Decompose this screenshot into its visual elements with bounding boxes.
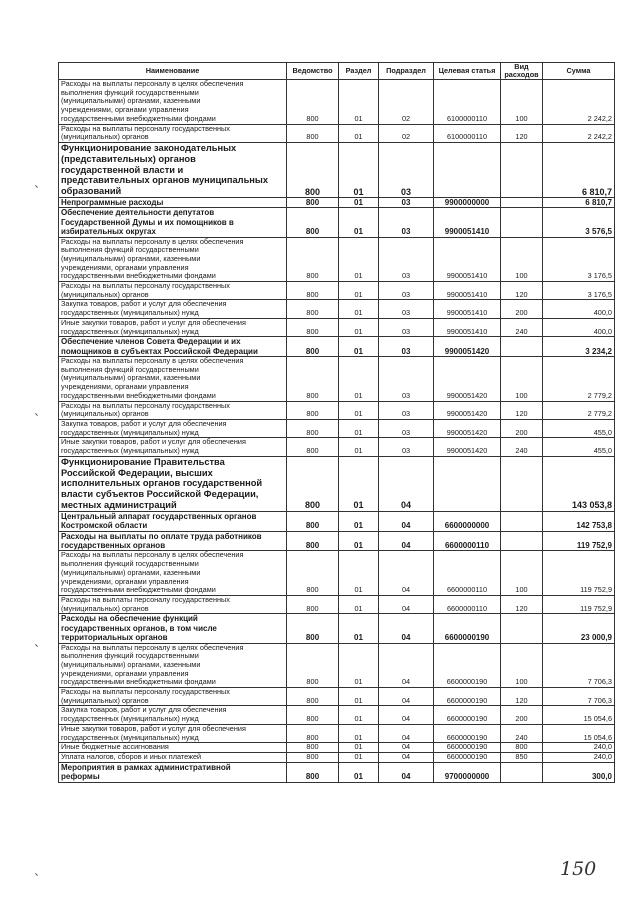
row-razdel: 01 — [339, 706, 379, 724]
row-razdel: 01 — [339, 197, 379, 207]
row-podrazdel: 03 — [379, 237, 434, 282]
row-name: Центральный аппарат государственных органов Костромской области — [59, 511, 287, 531]
row-name: Закупка товаров, работ и услуг для обеспечения государственных (муниципальных) нужд — [59, 706, 287, 724]
row-expense-type: 200 — [501, 706, 543, 724]
row-razdel: 01 — [339, 337, 379, 357]
row-podrazdel: 04 — [379, 595, 434, 613]
header-podrazdel: Подраздел — [379, 63, 434, 80]
table-row — [59, 208, 615, 237]
row-podrazdel: 04 — [379, 643, 434, 688]
row-vedomstvo: 800 — [287, 80, 339, 125]
row-sum: 2 779,2 — [543, 401, 615, 419]
row-sum: 455,0 — [543, 438, 615, 456]
row-vedomstvo: 800 — [287, 595, 339, 613]
row-podrazdel: 03 — [379, 420, 434, 438]
row-expense-type: 100 — [501, 551, 543, 596]
table-row — [59, 614, 615, 643]
row-target-article: 6600000190 — [434, 614, 501, 643]
row-name: Обеспечение деятельности депутатов Государственной Думы и их помощников в избирательных округах — [59, 208, 287, 237]
row-name: Иные закупки товаров, работ и услуг для обеспечения государственных (муниципальных) нужд — [59, 438, 287, 456]
row-vedomstvo: 800 — [287, 688, 339, 706]
row-target-article: 6100000110 — [434, 80, 501, 125]
row-name: Иные закупки товаров, работ и услуг для обеспечения государственных (муниципальных) нужд — [59, 724, 287, 742]
row-expense-type: 800 — [501, 743, 543, 753]
row-podrazdel: 04 — [379, 456, 434, 511]
row-vedomstvo: 800 — [287, 743, 339, 753]
row-expense-type — [501, 142, 543, 197]
header-name: Наименование — [59, 63, 287, 80]
table-row — [59, 282, 615, 300]
row-sum: 2 242,2 — [543, 124, 615, 142]
row-target-article: 9900051410 — [434, 300, 501, 318]
row-name: Функционирование законодательных (представительных) органов государственной власти и представительных органов муниципальных образований — [59, 142, 287, 197]
table-row — [59, 531, 615, 551]
row-razdel: 01 — [339, 531, 379, 551]
row-target-article: 9900000000 — [434, 197, 501, 207]
row-razdel: 01 — [339, 762, 379, 782]
header-sum: Сумма — [543, 63, 615, 80]
table-row — [59, 142, 615, 197]
row-razdel: 01 — [339, 318, 379, 336]
row-razdel: 01 — [339, 551, 379, 596]
row-name: Иные бюджетные ассигнования — [59, 743, 287, 753]
row-vedomstvo: 800 — [287, 643, 339, 688]
row-razdel: 01 — [339, 142, 379, 197]
scan-mark — [35, 644, 38, 647]
row-name: Расходы на выплаты по оплате труда работников государственных органов — [59, 531, 287, 551]
row-vedomstvo: 800 — [287, 357, 339, 402]
table-row — [59, 456, 615, 511]
table-row — [59, 124, 615, 142]
row-name: Закупка товаров, работ и услуг для обеспечения государственных (муниципальных) нужд — [59, 300, 287, 318]
row-podrazdel: 03 — [379, 282, 434, 300]
row-name: Расходы на выплаты персоналу в целях обеспечения выполнения функций государственными (муниципальными) органами, казенными учреждениями, органами управления государственными внебюджетными фондами — [59, 80, 287, 125]
table-row — [59, 237, 615, 282]
row-vedomstvo: 800 — [287, 762, 339, 782]
row-podrazdel: 04 — [379, 531, 434, 551]
row-razdel: 01 — [339, 80, 379, 125]
row-target-article: 6600000110 — [434, 531, 501, 551]
row-target-article: 9700000000 — [434, 762, 501, 782]
row-podrazdel: 04 — [379, 724, 434, 742]
row-podrazdel: 03 — [379, 438, 434, 456]
row-target-article: 9900051410 — [434, 318, 501, 336]
table-row — [59, 357, 615, 402]
row-vedomstvo: 800 — [287, 300, 339, 318]
row-razdel: 01 — [339, 595, 379, 613]
table-row — [59, 337, 615, 357]
row-vedomstvo: 800 — [287, 706, 339, 724]
table-row — [59, 706, 615, 724]
row-sum: 6 810,7 — [543, 197, 615, 207]
row-sum: 240,0 — [543, 743, 615, 753]
row-podrazdel: 04 — [379, 511, 434, 531]
row-sum: 7 706,3 — [543, 688, 615, 706]
row-expense-type — [501, 511, 543, 531]
row-podrazdel: 03 — [379, 197, 434, 207]
row-vedomstvo: 800 — [287, 124, 339, 142]
header-target-article: Целевая статья — [434, 63, 501, 80]
row-target-article — [434, 456, 501, 511]
row-vedomstvo: 800 — [287, 724, 339, 742]
row-target-article: 6600000190 — [434, 743, 501, 753]
row-podrazdel: 04 — [379, 688, 434, 706]
row-podrazdel: 04 — [379, 551, 434, 596]
row-sum: 15 054,6 — [543, 724, 615, 742]
row-expense-type: 240 — [501, 724, 543, 742]
row-razdel: 01 — [339, 456, 379, 511]
table-row — [59, 753, 615, 763]
row-expense-type — [501, 614, 543, 643]
row-target-article: 6600000190 — [434, 753, 501, 763]
row-podrazdel: 02 — [379, 80, 434, 125]
row-vedomstvo: 800 — [287, 337, 339, 357]
table-row — [59, 511, 615, 531]
row-name: Закупка товаров, работ и услуг для обеспечения государственных (муниципальных) нужд — [59, 420, 287, 438]
row-sum: 300,0 — [543, 762, 615, 782]
row-sum: 119 752,9 — [543, 531, 615, 551]
row-expense-type — [501, 208, 543, 237]
row-target-article: 9900051420 — [434, 438, 501, 456]
row-sum: 400,0 — [543, 318, 615, 336]
row-vedomstvo: 800 — [287, 197, 339, 207]
row-expense-type: 120 — [501, 688, 543, 706]
row-razdel: 01 — [339, 643, 379, 688]
row-expense-type: 200 — [501, 420, 543, 438]
row-name: Расходы на выплаты персоналу в целях обеспечения выполнения функций государственными (муниципальными) органами, казенными учреждениями, органами управления государственными внебюджетными фондами — [59, 643, 287, 688]
row-target-article: 9900051410 — [434, 208, 501, 237]
row-target-article: 9900051420 — [434, 357, 501, 402]
row-podrazdel: 03 — [379, 337, 434, 357]
row-sum: 2 779,2 — [543, 357, 615, 402]
row-target-article — [434, 142, 501, 197]
table-header-row — [59, 63, 615, 80]
handwritten-page-number: 150 — [560, 858, 597, 880]
row-vedomstvo: 800 — [287, 282, 339, 300]
row-vedomstvo: 800 — [287, 420, 339, 438]
row-razdel: 01 — [339, 438, 379, 456]
row-sum: 3 176,5 — [543, 282, 615, 300]
row-expense-type: 100 — [501, 237, 543, 282]
row-sum: 6 810,7 — [543, 142, 615, 197]
row-sum: 3 176,5 — [543, 237, 615, 282]
row-vedomstvo: 800 — [287, 551, 339, 596]
table-row — [59, 595, 615, 613]
row-sum: 15 054,6 — [543, 706, 615, 724]
row-target-article: 6600000110 — [434, 551, 501, 596]
row-razdel: 01 — [339, 753, 379, 763]
table-row — [59, 300, 615, 318]
row-name: Расходы на выплаты персоналу государственных (муниципальных) органов — [59, 282, 287, 300]
row-expense-type: 240 — [501, 438, 543, 456]
row-expense-type: 100 — [501, 80, 543, 125]
row-razdel: 01 — [339, 237, 379, 282]
row-name: Непрограммные расходы — [59, 197, 287, 207]
row-razdel: 01 — [339, 688, 379, 706]
row-expense-type: 120 — [501, 401, 543, 419]
row-podrazdel: 04 — [379, 614, 434, 643]
row-vedomstvo: 800 — [287, 511, 339, 531]
row-expense-type — [501, 456, 543, 511]
table-row — [59, 762, 615, 782]
row-expense-type — [501, 197, 543, 207]
row-podrazdel: 03 — [379, 208, 434, 237]
row-vedomstvo: 800 — [287, 438, 339, 456]
row-target-article: 6600000000 — [434, 511, 501, 531]
row-expense-type: 100 — [501, 357, 543, 402]
header-expense-type: Вид расходов — [501, 63, 543, 80]
row-sum: 455,0 — [543, 420, 615, 438]
row-name: Расходы на выплаты персоналу в целях обеспечения выполнения функций государственными (муниципальными) органами, казенными учреждениями, органами управления государственными внебюджетными фондами — [59, 357, 287, 402]
row-expense-type — [501, 531, 543, 551]
row-razdel: 01 — [339, 614, 379, 643]
row-razdel: 01 — [339, 743, 379, 753]
row-name: Расходы на выплаты персоналу государственных (муниципальных) органов — [59, 688, 287, 706]
row-target-article: 9900051410 — [434, 237, 501, 282]
row-expense-type: 120 — [501, 595, 543, 613]
row-name: Расходы на выплаты персоналу государственных (муниципальных) органов — [59, 401, 287, 419]
row-sum: 3 576,5 — [543, 208, 615, 237]
row-target-article: 6600000190 — [434, 643, 501, 688]
row-expense-type: 100 — [501, 643, 543, 688]
row-target-article: 9900051420 — [434, 337, 501, 357]
row-expense-type: 240 — [501, 318, 543, 336]
row-razdel: 01 — [339, 357, 379, 402]
row-sum: 3 234,2 — [543, 337, 615, 357]
table-row — [59, 401, 615, 419]
table-row — [59, 688, 615, 706]
row-podrazdel: 03 — [379, 401, 434, 419]
header-vedomstvo: Ведомство — [287, 63, 339, 80]
row-name: Расходы на выплаты персоналу в целях обеспечения выполнения функций государственными (муниципальными) органами, казенными учреждениями, органами управления государственными внебюджетными фондами — [59, 551, 287, 596]
row-podrazdel: 03 — [379, 142, 434, 197]
row-sum: 23 000,9 — [543, 614, 615, 643]
row-target-article: 6600000190 — [434, 706, 501, 724]
row-podrazdel: 04 — [379, 743, 434, 753]
table-row — [59, 724, 615, 742]
row-name: Функционирование Правительства Российской Федерации, высших исполнительных органов государственной власти субъектов Российской Федерации, местных администраций — [59, 456, 287, 511]
row-vedomstvo: 800 — [287, 142, 339, 197]
row-vedomstvo: 800 — [287, 456, 339, 511]
row-sum: 119 752,9 — [543, 595, 615, 613]
row-razdel: 01 — [339, 208, 379, 237]
row-name: Расходы на выплаты персоналу в целях обеспечения выполнения функций государственными (муниципальными) органами, казенными учреждениями, органами управления государственными внебюджетными фондами — [59, 237, 287, 282]
table-row — [59, 420, 615, 438]
table-row — [59, 80, 615, 125]
row-vedomstvo: 800 — [287, 318, 339, 336]
row-sum: 142 753,8 — [543, 511, 615, 531]
row-expense-type: 200 — [501, 300, 543, 318]
row-razdel: 01 — [339, 420, 379, 438]
row-expense-type — [501, 762, 543, 782]
row-razdel: 01 — [339, 724, 379, 742]
row-razdel: 01 — [339, 124, 379, 142]
row-name: Мероприятия в рамках административной реформы — [59, 762, 287, 782]
row-name: Уплата налогов, сборов и иных платежей — [59, 753, 287, 763]
row-podrazdel: 04 — [379, 753, 434, 763]
scan-mark — [35, 413, 38, 416]
table-row — [59, 551, 615, 596]
table-body — [59, 80, 615, 783]
row-name: Расходы на обеспечение функций государственных органов, в том числе территориальных органов — [59, 614, 287, 643]
row-sum: 400,0 — [543, 300, 615, 318]
row-name: Расходы на выплаты персоналу государственных (муниципальных) органов — [59, 124, 287, 142]
row-razdel: 01 — [339, 282, 379, 300]
row-razdel: 01 — [339, 401, 379, 419]
row-name: Расходы на выплаты персоналу государственных (муниципальных) органов — [59, 595, 287, 613]
row-target-article: 6600000190 — [434, 724, 501, 742]
table-row — [59, 318, 615, 336]
header-razdel: Раздел — [339, 63, 379, 80]
row-expense-type — [501, 337, 543, 357]
row-vedomstvo: 800 — [287, 401, 339, 419]
table-row — [59, 438, 615, 456]
budget-table — [58, 62, 615, 783]
row-sum: 240,0 — [543, 753, 615, 763]
row-target-article: 9900051420 — [434, 420, 501, 438]
row-podrazdel: 04 — [379, 762, 434, 782]
row-razdel: 01 — [339, 511, 379, 531]
row-vedomstvo: 800 — [287, 531, 339, 551]
row-expense-type: 120 — [501, 282, 543, 300]
row-razdel: 01 — [339, 300, 379, 318]
row-name: Обеспечение членов Совета Федерации и их помощников в субъектах Российской Федерации — [59, 337, 287, 357]
scan-mark — [35, 873, 38, 876]
row-sum: 119 752,9 — [543, 551, 615, 596]
row-target-article: 9900051420 — [434, 401, 501, 419]
row-expense-type: 120 — [501, 124, 543, 142]
row-target-article: 6600000190 — [434, 688, 501, 706]
row-podrazdel: 03 — [379, 318, 434, 336]
row-sum: 7 706,3 — [543, 643, 615, 688]
scan-mark — [35, 185, 38, 188]
row-vedomstvo: 800 — [287, 753, 339, 763]
row-vedomstvo: 800 — [287, 614, 339, 643]
row-name: Иные закупки товаров, работ и услуг для обеспечения государственных (муниципальных) нужд — [59, 318, 287, 336]
row-target-article: 9900051410 — [434, 282, 501, 300]
row-vedomstvo: 800 — [287, 237, 339, 282]
table-row — [59, 643, 615, 688]
row-expense-type: 850 — [501, 753, 543, 763]
table-row — [59, 197, 615, 207]
table-row — [59, 743, 615, 753]
row-podrazdel: 03 — [379, 300, 434, 318]
row-podrazdel: 03 — [379, 357, 434, 402]
row-podrazdel: 04 — [379, 706, 434, 724]
row-podrazdel: 02 — [379, 124, 434, 142]
row-vedomstvo: 800 — [287, 208, 339, 237]
row-target-article: 6100000110 — [434, 124, 501, 142]
row-target-article: 6600000110 — [434, 595, 501, 613]
row-sum: 143 053,8 — [543, 456, 615, 511]
row-sum: 2 242,2 — [543, 80, 615, 125]
